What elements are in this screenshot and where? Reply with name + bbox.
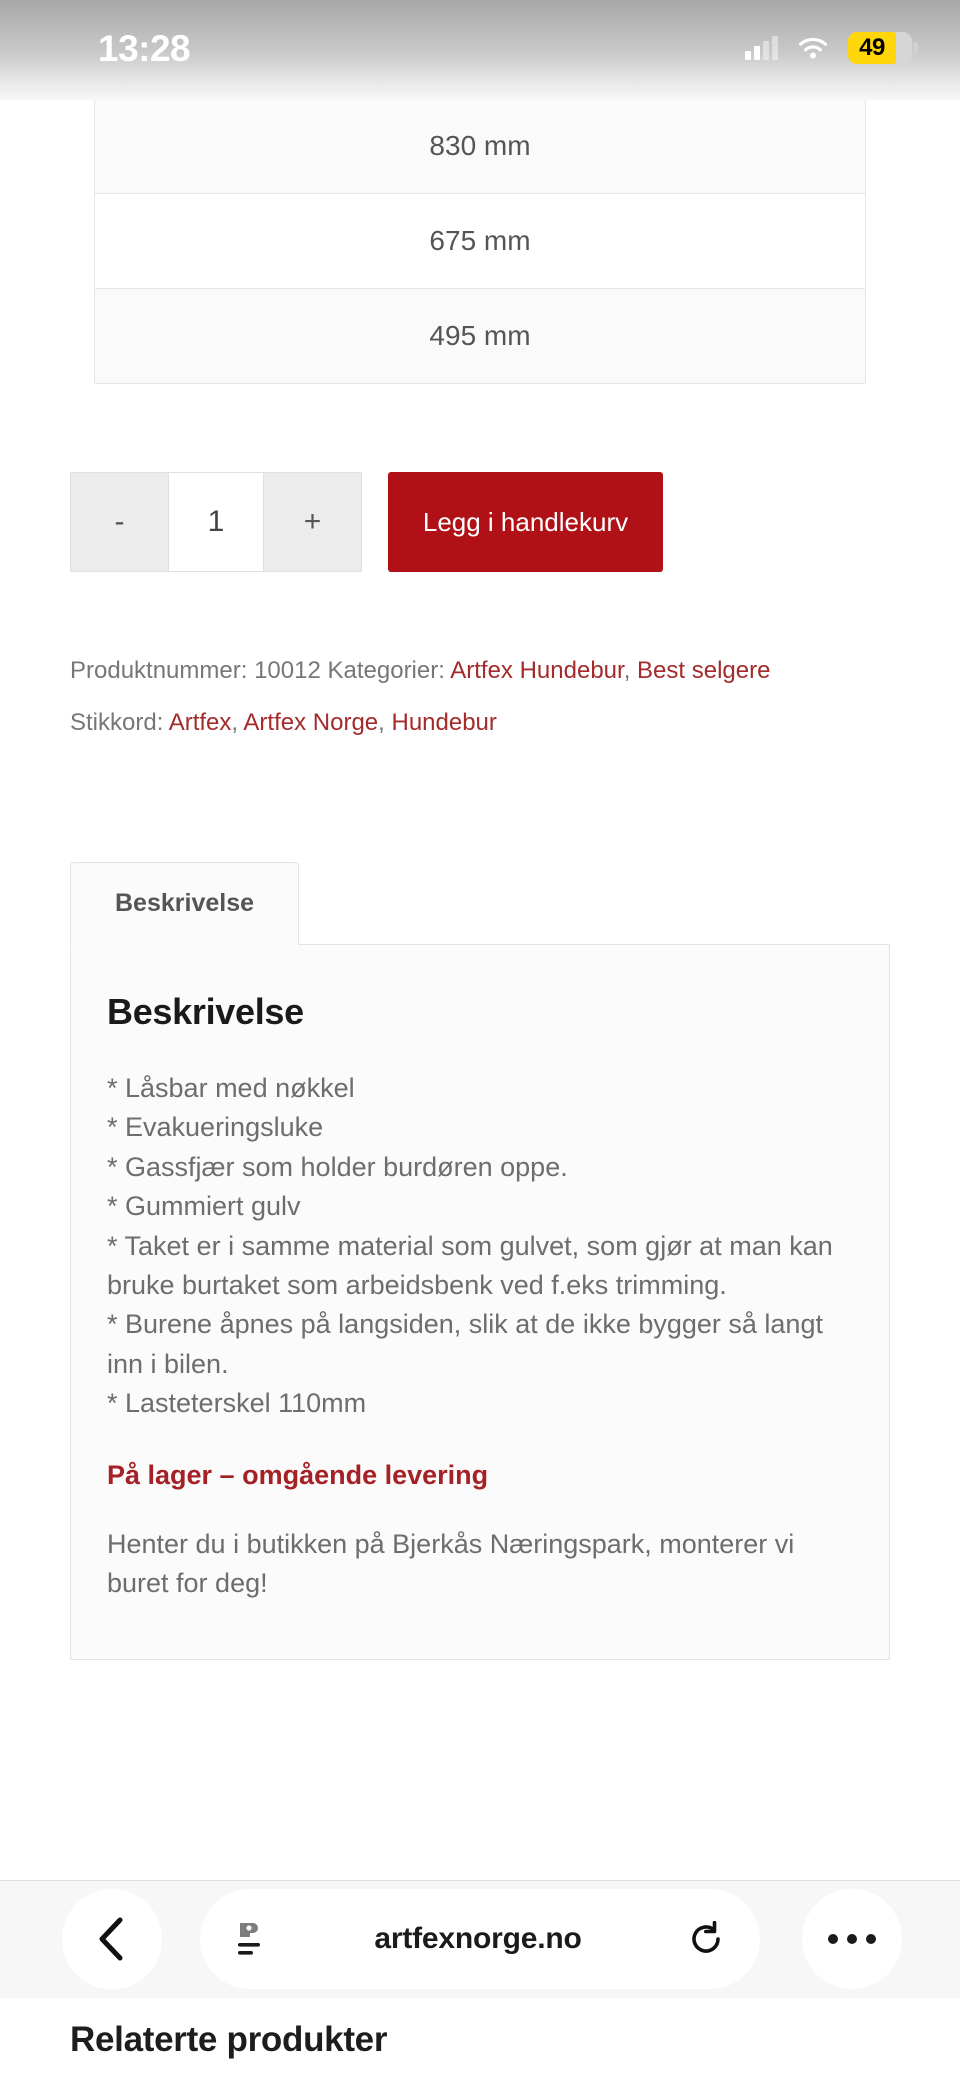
comma-separator: , [378, 709, 385, 736]
comma-separator: , [231, 709, 239, 736]
description-bullet: * Burene åpnes på langsiden, slik at de ikke bygger så langt inn i bilen. [107, 1309, 823, 1379]
reload-icon[interactable] [688, 1921, 724, 1957]
specification-table [94, 98, 866, 384]
battery-indicator [848, 32, 912, 64]
description-bullet: * Låsbar med nøkkel [107, 1073, 355, 1103]
tab-panel-beskrivelse [70, 944, 890, 1660]
description-bullet: * Taket er i samme material som gulvet, som gjør at man kan bruke burtaket som arbeidsbenk ved f.eks trimming. [107, 1230, 833, 1301]
product-meta [70, 650, 890, 744]
aa-page-settings-icon[interactable] [234, 1921, 268, 1957]
more-options-button[interactable] [802, 1889, 902, 1989]
comma-separator: , [623, 657, 631, 684]
description-heading: Beskrivelse [107, 991, 304, 1032]
spec-value: 675 mm [429, 225, 531, 256]
description-bullet: * Lasteterskel 110mm [107, 1388, 367, 1419]
product-tabs [70, 862, 890, 1661]
tag-link-artfex-norge[interactable]: Artfex Norge [243, 709, 379, 736]
purchase-row [70, 472, 663, 572]
url-bar[interactable] [200, 1889, 760, 1989]
battery-level-text: 49 [859, 34, 885, 61]
product-meta-line-categories [70, 650, 890, 692]
description-bullet: * Gassfjær som holder burdøren oppe. [107, 1151, 568, 1182]
quantity-stepper[interactable] [70, 472, 362, 572]
quantity-decrement-button[interactable]: - [71, 473, 168, 571]
description-body [107, 1069, 853, 1424]
pickup-info-note: Henter du i butikken på Bjerkås Næringspark, monterer vi buret for deg! [107, 1528, 795, 1599]
description-bullet: * Gummiert gulv [107, 1191, 301, 1222]
back-button[interactable] [62, 1889, 162, 1989]
cellular-signal-icon [745, 36, 778, 60]
table-row [95, 99, 865, 194]
add-to-cart-button[interactable]: Legg i handlekurv [388, 472, 663, 572]
quantity-increment-button[interactable]: + [264, 473, 361, 571]
spec-value: 830 mm [429, 130, 531, 161]
table-row [95, 194, 865, 289]
tag-link-artfex[interactable]: Artfex [168, 709, 232, 736]
tab-beskrivelse[interactable]: Beskrivelse [70, 862, 299, 945]
wifi-icon [796, 35, 830, 61]
categories-label: Kategorier: [327, 657, 445, 684]
table-row [95, 289, 865, 384]
status-bar-clock: 13:28 [98, 28, 191, 69]
status-bar-indicators [745, 32, 912, 64]
category-link-artfex-hundebur[interactable]: Artfex Hundebur [450, 657, 624, 684]
spec-value: 495 mm [429, 320, 531, 351]
description-bullet: * Evakueringsluke [107, 1112, 324, 1143]
sku-value: 10012 [254, 657, 321, 684]
url-text: artfexnorge.no [374, 1922, 582, 1955]
category-link-best-selgere[interactable]: Best selgere [637, 657, 771, 684]
sku-label: Produktnummer: [70, 657, 248, 684]
browser-toolbar [0, 1880, 960, 1998]
tag-link-hundebur[interactable]: Hundebur [391, 709, 497, 736]
stock-status-note: På lager – omgående levering [107, 1459, 489, 1490]
chevron-left-icon [95, 1916, 129, 1962]
product-meta-line-tags [70, 702, 890, 744]
tags-label: Stikkord: [70, 709, 164, 736]
status-bar [0, 0, 960, 100]
more-ellipsis-icon [828, 1934, 876, 1944]
related-products-heading: Relaterte produkter [70, 2020, 388, 2059]
quantity-input[interactable] [168, 473, 264, 571]
